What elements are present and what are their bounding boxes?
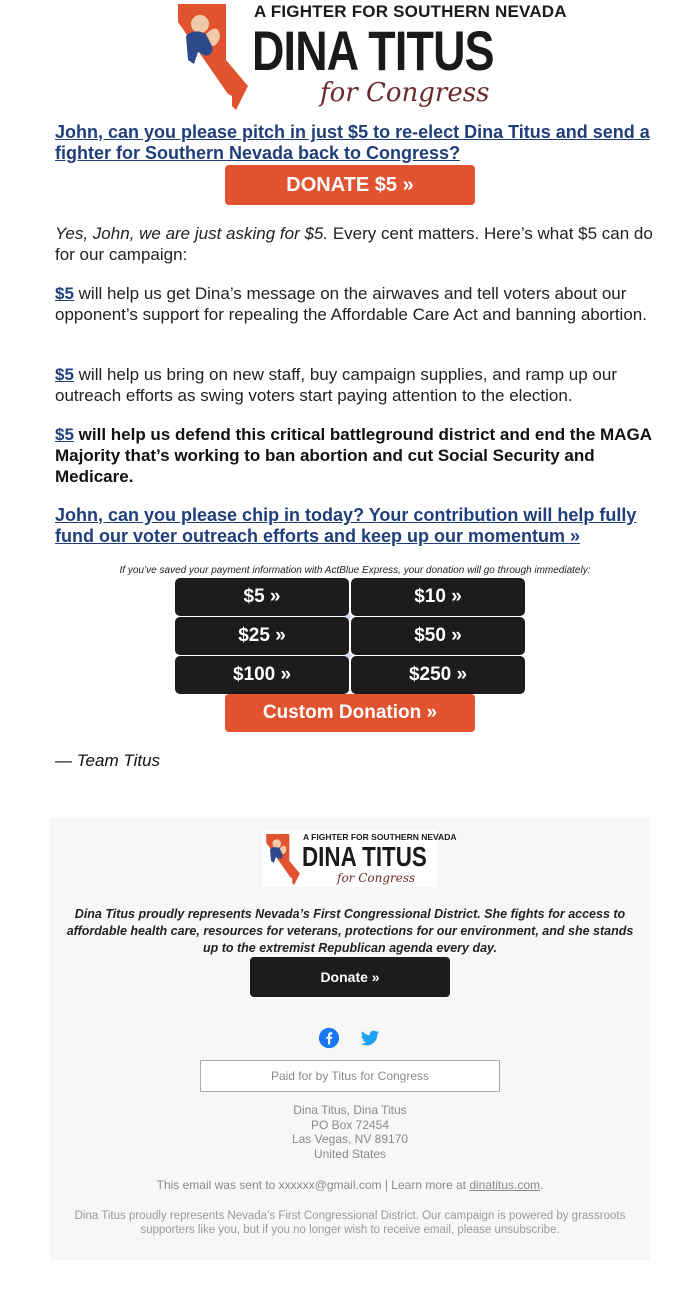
footer-donate-button[interactable]: Donate » <box>250 957 450 997</box>
logo-for-congress: for Congress <box>320 78 490 108</box>
campaign-logo <box>176 0 567 112</box>
five-dollar-link[interactable]: $5 <box>55 284 74 303</box>
donate-5-button[interactable]: DONATE $5 » <box>225 165 475 205</box>
paragraph-chip-in <box>55 505 655 547</box>
footer-logo-name: DINA TITUS <box>302 841 427 872</box>
lead-appeal <box>55 122 655 164</box>
intro-italic: Yes, John, we are just asking for $5. <box>55 224 329 243</box>
logo-tagline: A FIGHTER FOR SOUTHERN NEVADA <box>254 2 567 21</box>
actblue-express-note: If you’ve saved your payment information with ActBlue Express, your donation will go through immediately: <box>119 565 591 576</box>
paragraph-text: will help us defend this critical battleground district and end the MAGA Majority that’s working to ban abortion and cut Social Security and Medicare. <box>55 425 652 486</box>
address-line: Dina Titus, Dina Titus <box>293 1103 407 1117</box>
footer-logo-for-congress: for Congress <box>337 871 416 885</box>
footer-logo-tagline: A FIGHTER FOR SOUTHERN NEVADA <box>303 832 457 842</box>
website-link[interactable]: dinatitus.com <box>469 1178 541 1192</box>
email-sent-notice <box>50 1178 650 1192</box>
sent-suffix: . <box>540 1178 544 1192</box>
five-dollar-link[interactable]: $5 <box>55 365 74 384</box>
paragraph-battleground <box>55 424 655 487</box>
sent-prefix: This email was sent to xxxxxx@gmail.com | Learn more at <box>156 1178 470 1192</box>
paragraph-airwaves <box>55 283 655 325</box>
intro-rest: Every cent matters. Here’s what $5 can do for our campaign: <box>55 224 653 264</box>
unsubscribe-disclaimer[interactable]: Dina Titus proudly represents Nevada’s First Congressional District. Our campaign is powered by grassroots supporters like you, but if you no longer wish to receive email, please unsubscribe. <box>74 1210 626 1236</box>
custom-donation-button[interactable]: Custom Donation » <box>225 694 475 732</box>
five-dollar-link[interactable]: $5 <box>55 425 74 444</box>
amount-button-10[interactable]: $10 » <box>351 578 525 616</box>
paragraph-intro <box>55 223 655 265</box>
paid-for-box: Paid for by Titus for Congress <box>200 1060 500 1092</box>
amount-button-100[interactable]: $100 » <box>175 656 349 694</box>
paragraph-staff <box>55 364 655 406</box>
facebook-icon[interactable] <box>318 1027 340 1049</box>
amount-button-5[interactable]: $5 » <box>175 578 349 616</box>
lead-donate-link[interactable]: John, can you please pitch in just $5 to re-elect Dina Titus and send a fighter for Southern Nevada back to Congress? <box>55 122 650 163</box>
twitter-icon[interactable] <box>359 1027 381 1049</box>
nevada-state-icon <box>176 2 254 110</box>
mailing-address <box>50 1103 650 1161</box>
address-line: United States <box>313 1146 387 1161</box>
donation-amount-grid <box>175 578 525 694</box>
amount-button-25[interactable]: $25 » <box>175 617 349 655</box>
footer-about: Dina Titus proudly represents Nevada’s First Congressional District. She fights for access to affordable health care, resources for veterans, protections for our environment, and she stands up to the extremist Republican agenda every day. <box>66 907 634 955</box>
amount-button-250[interactable]: $250 » <box>351 656 525 694</box>
chip-in-link[interactable]: John, can you please chip in today? Your contribution will help fully fund our voter outreach efforts and keep up our momentum » <box>55 505 637 546</box>
nevada-state-icon <box>265 833 303 885</box>
logo-name: DINA TITUS <box>252 19 494 82</box>
amount-button-50[interactable]: $50 » <box>351 617 525 655</box>
address-line: Las Vegas, NV 89170 <box>291 1132 409 1146</box>
sparkle-icon: ✦ <box>344 610 355 624</box>
paragraph-text: will help us get Dina’s message on the airwaves and tell voters about our opponent’s support for repealing the Affordable Care Act and banning abortion. <box>55 284 647 324</box>
sparkle-icon: ✦ <box>344 649 355 663</box>
footer-logo <box>263 830 457 887</box>
footer <box>50 818 650 1260</box>
signature: — Team Titus <box>55 751 161 770</box>
address-line: PO Box 72454 <box>310 1117 390 1132</box>
paragraph-text: will help us bring on new staff, buy campaign supplies, and ramp up our outreach efforts as swing voters start paying attention to the election. <box>55 365 617 405</box>
